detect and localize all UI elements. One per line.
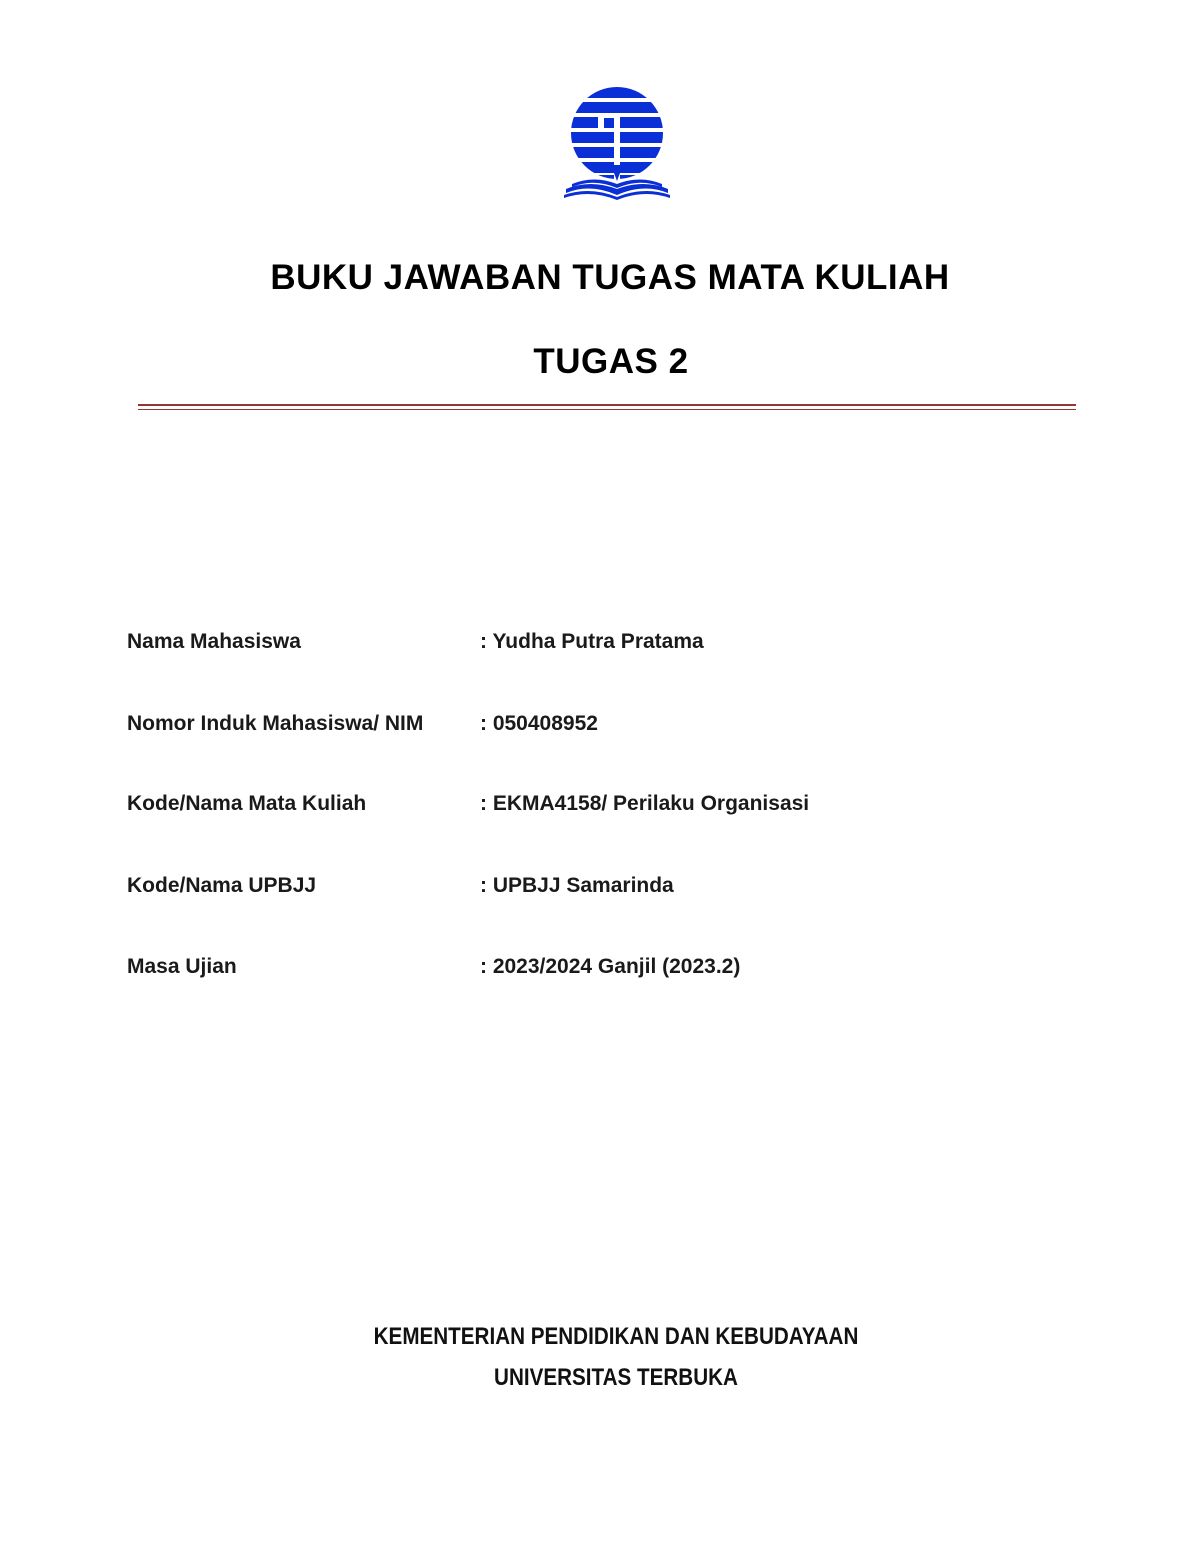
info-row-student-id xyxy=(127,709,1027,739)
title-divider-top xyxy=(138,404,1076,406)
info-value: : 2023/2024 Ganjil (2023.2) xyxy=(480,955,741,978)
info-value: : UPBJJ Samarinda xyxy=(480,874,674,897)
university-name: UNIVERSITAS TERBUKA xyxy=(494,1364,738,1391)
info-label: Nama Mahasiswa xyxy=(127,630,301,653)
info-value: : EKMA4158/ Perilaku Organisasi xyxy=(480,792,810,815)
title-divider-bottom xyxy=(138,409,1076,410)
info-label: Nomor Induk Mahasiswa/ NIM xyxy=(127,712,424,735)
info-row-exam-period xyxy=(127,952,1027,982)
info-label: Kode/Nama Mata Kuliah xyxy=(127,792,367,815)
info-row-upbjj xyxy=(127,871,1027,901)
ministry-name: KEMENTERIAN PENDIDIKAN DAN KEBUDAYAAN xyxy=(373,1323,859,1350)
assignment-number: TUGAS 2 xyxy=(533,342,689,381)
info-label: Masa Ujian xyxy=(127,955,237,978)
info-row-course xyxy=(127,789,1027,819)
info-label: Kode/Nama UPBJJ xyxy=(127,874,317,897)
info-row-student-name xyxy=(127,627,1027,657)
info-value: : Yudha Putra Pratama xyxy=(480,630,704,653)
info-value: : 050408952 xyxy=(480,712,598,735)
university-logo-icon xyxy=(562,85,672,200)
document-title: BUKU JAWABAN TUGAS MATA KULIAH xyxy=(270,258,950,297)
